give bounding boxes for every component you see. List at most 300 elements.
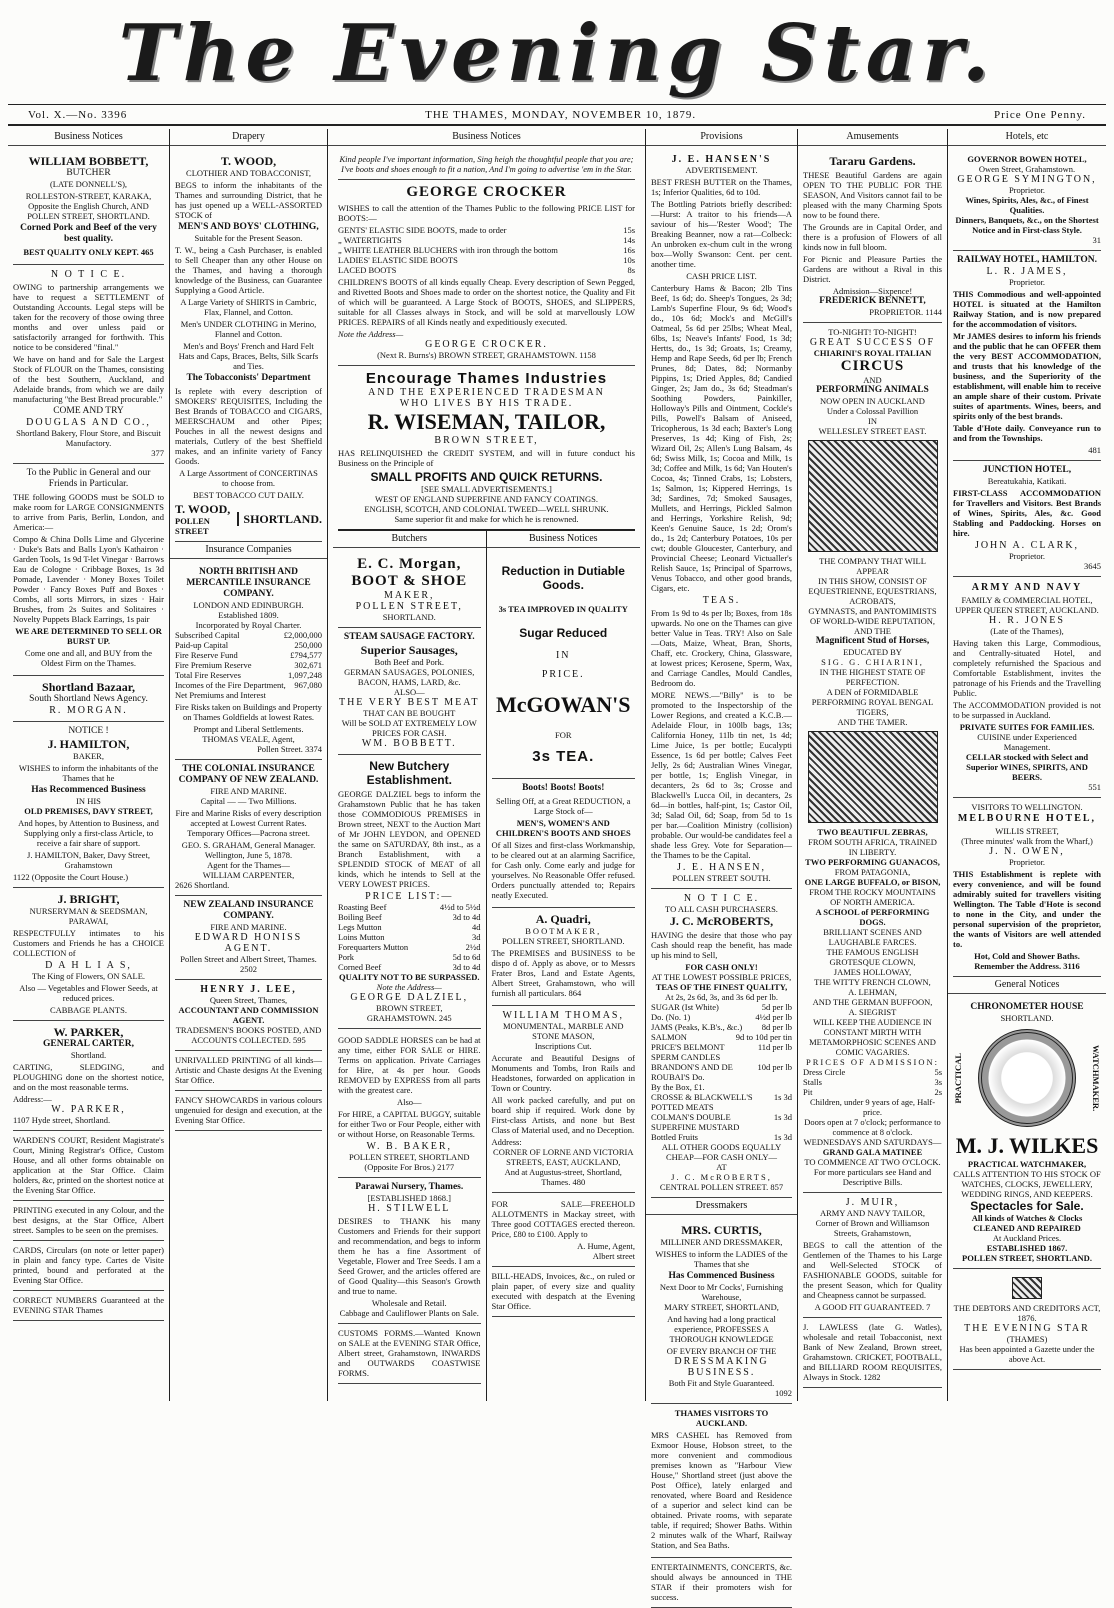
ad-text: BEST TOBACCO CUT DAILY. bbox=[193, 490, 304, 500]
ad-signature: A. Hume, Agent, bbox=[577, 1241, 635, 1251]
price-item: Pit bbox=[803, 1087, 813, 1097]
price-row bbox=[175, 680, 322, 700]
ad-signature: J. C. McROBERTS, bbox=[671, 1172, 772, 1182]
ad-line: CASH PRICE LIST. bbox=[686, 271, 757, 281]
price-item: Roasting Beef bbox=[338, 902, 387, 912]
price-list bbox=[338, 225, 635, 275]
price-row bbox=[651, 1012, 792, 1022]
ad-line: PRIVATE SUITES FOR FAMILIES. bbox=[959, 722, 1095, 732]
price-row bbox=[651, 1092, 792, 1112]
price-item: Total Fire Reserves bbox=[175, 670, 241, 680]
ad-printing: PRINTING executed in any Colour, and the best designs, at the Star Office, Albert street. Samples to be seen on the premises. bbox=[13, 1201, 164, 1241]
price-item: BRANDON'S AND DE ROUBAI'S Do. bbox=[651, 1062, 733, 1082]
ad-text: CHILDREN'S BOOTS of all kinds equally Cheap. Every description of Sewn Pegged, and Rivetted Boots and Shoes made to order on the shortest notice, the Quality and Fit of which will be guaranteed. A Large Stock of BOOTS, SHOES, and SLIPPERS, suitable for all Classes always in Stock, and will be sold at marvellously LOW PRICES. REPAIRS of all Kinds neatly and expeditiously executed. bbox=[338, 277, 635, 327]
price-item: „ WHITE LEATHER BLUCHERS with iron through the bottom bbox=[338, 245, 558, 255]
ad-name: THE EVENING STAR bbox=[964, 1323, 1090, 1334]
ad-signature: SIG. G. CHIARINI, bbox=[821, 657, 924, 667]
ad-line: A. LEHMAN, bbox=[848, 987, 897, 997]
ad-place: Shortland. bbox=[70, 1050, 107, 1060]
ad-line: ESTABLISHED 1867. bbox=[986, 1243, 1068, 1253]
price-value bbox=[788, 1082, 792, 1092]
ad-line: PRICE LIST:— bbox=[365, 891, 454, 902]
ad-line: Hot, Cold and Shower Baths. bbox=[974, 951, 1080, 961]
price-row bbox=[175, 670, 322, 680]
ad-name: E. C. Morgan, bbox=[357, 556, 462, 572]
ad-address: (Next R. Burns's) BROWN STREET, GRAHAMSTOWN. 1158 bbox=[377, 350, 596, 360]
ad-wilkes bbox=[953, 998, 1101, 1269]
ad-heading: NOTICE ! bbox=[68, 726, 109, 736]
price-item: Do. (No. 1) bbox=[651, 1012, 691, 1022]
price-item: LACED BOOTS bbox=[338, 265, 397, 275]
ad-wiseman bbox=[338, 366, 635, 531]
price-row bbox=[651, 1112, 792, 1132]
ad-line: FOR CASH ONLY! bbox=[685, 962, 758, 972]
ad-line: WILL KEEP THE AUDIENCE IN CONSTANT MIRTH WITH METAMORPHOSIC SCENES AND COMIC VAGARIES. bbox=[809, 1017, 936, 1057]
ad-list: Compo & China Dolls Lime and Glycerine · Duke's Bats and Balls Lyon's Kathairon · Garden Tools, 1s 9d T-let Vinegar · Barrows Eau de Cologne · Cribbage Boxes, 1s 3d Pomade, Lavender · Money Boxes Toilet Powder · Fancy Boxes Puff and Boxes · Combs, all sorts Mirrors, in sizes · Hair Brushes, from 2s Suites and Solitaires · Novelty Puppets Black Earrings, 1s pair bbox=[13, 534, 164, 624]
ad-line: 3s TEA. bbox=[532, 748, 595, 765]
ad-address: POLLEN STREET bbox=[175, 516, 210, 536]
ad-nz-insurance bbox=[175, 896, 322, 980]
ad-line: IN bbox=[868, 416, 877, 426]
column-2 bbox=[170, 129, 328, 1401]
price-value: 2s bbox=[934, 1087, 942, 1097]
ad-line: CUISINE under Experienced Management. bbox=[977, 732, 1077, 752]
price-value: 8s bbox=[627, 265, 635, 275]
ad-line: Proprietor. bbox=[1008, 857, 1046, 867]
ad-name: ARMY AND NAVY bbox=[971, 582, 1083, 593]
ad-address: POLLEN STREET, SHORTLAND bbox=[349, 1152, 470, 1162]
ad-name: J. BRIGHT, bbox=[57, 892, 120, 906]
ad-place: GRAHAMSTOWN. 245 bbox=[366, 1013, 452, 1023]
ad-debtors bbox=[953, 1269, 1101, 1370]
price-item: SALMON bbox=[651, 1032, 687, 1042]
price-row bbox=[338, 265, 635, 275]
ad-steam-sausage bbox=[338, 628, 481, 755]
ad-line: Established 1809. bbox=[218, 610, 279, 620]
ad-text: The PREMISES and BUSINESS to be dispo d of. Apply as above, or to Messrs Frater Bros, Land and Estate Agents, Albert Street, Grahamstown, who will furnish all particulars. 864 bbox=[491, 948, 635, 998]
ad-line: Will be SOLD AT EXTREMELY LOW bbox=[341, 718, 477, 728]
ad-heading: To the Public in General and our Friends in Particular. bbox=[26, 468, 151, 489]
ad-junction-hotel bbox=[953, 461, 1101, 577]
ad-list: Canterbury Hams & Bacon; 2lb Tins Beef, 1s 6d; do. Sheep's Tongues, 2s 3d; Lamb's Superfine Flour, 9s 6d; Wood's do., 10s 6d; Mock's and McGill's Oatmeal, 5s 6d per 25lbs; Wheat Meal, 6lbs, 1s; Neave's Infants' Food, 1s 3d; Hertts, do., 1s 3d; Groats, 1s; Creamy, Hemp and Rape Seeds, 6d per lb; French Prunes, 8d; Dates, 8d; Normanby Pippins, 1s; Dried Apples, 8d; Candied Ginger, 2s; Jam do., 3s 6d; Steadman's Soothing Powders, Painkiller, Holloway's Pills and Ointment, Cockle's Pills, Powell's Balsam of Aniseed, Tricopherous, 1s 3d each; Baxter's Long Preserves, 1s 4d; King of Fish, 2s; Wizard Oil, 2s; Allen's Lung Balsam, 4s 6d; Swiss Milk, 1s; Cocoa and Milk, 1s 3d; Coffee and Milk, 1s 6d; Van Houten's Cocoa, 4s; Tinned Crabs, 1s; Lobsters, 1s; Salmon, 1s; Kippered Herrings, 1s 3d; Sardines, 7d; Smoked Sausages, Mullets, and Herrings, Pickled Salmon and Herrings, Yorkshire Relish, 9d; Keen's Genuine Sauce, 1s 2d; Orom's do., 1s 2d; Canterbury Potatoes, 10s per cwt; double Gloucester, Canterbury, and Provincial Cheese; Leonard Victualler's Relish Sauce, 1s; Principal of Sparrows, Venus Tobacco, and other good brands, Cigars, etc. bbox=[651, 283, 792, 593]
price-item: Subscribed Capital bbox=[175, 630, 240, 640]
ad-signature: WM. BOBBETT. bbox=[361, 738, 457, 749]
ad-name: NEW ZEALAND INSURANCE COMPANY. bbox=[183, 900, 314, 921]
ad-line: Under a Colossal Pavillion bbox=[826, 406, 919, 416]
price-row bbox=[338, 922, 481, 932]
price-value: 8d per lb bbox=[761, 1022, 792, 1032]
ad-signature: EDWARD HONISS AGENT. bbox=[194, 932, 303, 954]
price-value: 10s bbox=[623, 255, 635, 265]
ad-text: Fire Risks taken on Buildings and Property on Thames Goldfields at lowest Rates. bbox=[175, 702, 322, 722]
ad-name: GEORGE CROCKER bbox=[406, 184, 567, 200]
ad-text: HAVING the desire that those who pay Cash should reap the benefit, has made up his mind to Sell, bbox=[651, 930, 792, 960]
price-value: 1s 3d bbox=[773, 1132, 792, 1142]
ad-note: (LATE DONNELL'S), bbox=[49, 179, 128, 189]
section-heading: Business Notices bbox=[487, 531, 641, 548]
price-value: 2½d bbox=[465, 942, 481, 952]
price-value: 16s bbox=[623, 245, 635, 255]
ad-signature: J. E. HANSEN, bbox=[676, 862, 767, 873]
ad-name: NORTH BRITISH AND MERCANTILE INSURANCE COMPANY. bbox=[186, 567, 311, 599]
ad-line: PRICES FOR CASH. bbox=[372, 728, 447, 738]
ad-text: FOR SALE—FREEHOLD ALLOTMENTS in Mackay street, with Three good COTTAGES erected thereon. Price, £80 to £100. Apply to bbox=[491, 1199, 635, 1239]
ad-text: The Grounds are in Capital Order, and there is a profusion of Flowers of all kinds now in full bloom. bbox=[803, 222, 942, 252]
ad-signature: THOMAS VEALE, Agent, bbox=[202, 734, 295, 744]
ad-line: Both Fit and Style Guaranteed. bbox=[668, 1378, 775, 1388]
ad-line: For more particulars see Hand and Descriptive Bills. bbox=[813, 1167, 932, 1187]
price-item: JAMS (Peaks, K.B's., &c.) bbox=[651, 1022, 743, 1032]
ad-quadri bbox=[492, 908, 636, 1006]
ad-public bbox=[13, 464, 164, 676]
ad-line: Dinners, Banquets, &c., on the Shortest Notice and in First-class Style. bbox=[955, 215, 1099, 235]
ad-address: ROLLESTON-STREET, KARAKA, Opposite the English Church, AND POLLEN STREET, SHORTLAND. bbox=[25, 191, 152, 221]
ad-name: T. WOOD, bbox=[175, 502, 231, 516]
price-value: 14s bbox=[623, 235, 635, 245]
ad-text: The ACCOMMODATION provided is not to be surpassed in Auckland. bbox=[953, 700, 1101, 720]
ad-name: WILLIAM CARPENTER, bbox=[202, 870, 295, 880]
price-item: Dress Circle bbox=[803, 1067, 846, 1077]
ad-text: And hopes, by Attention to Business, and Supplying only a first-class Article, to receive a fair share of support. bbox=[18, 818, 159, 848]
ad-signature: GEORGE DALZIEL, bbox=[350, 992, 469, 1003]
price-value: 15s bbox=[623, 225, 635, 235]
price-row bbox=[338, 952, 481, 962]
ad-name: HENRY J. LEE, bbox=[200, 984, 297, 995]
ad-signature: H. R. JONES bbox=[989, 615, 1065, 626]
ad-line: MEN'S, WOMEN'S AND CHILDREN'S BOOTS AND SHOES bbox=[495, 818, 631, 838]
ad-name: CHIARINI'S ROYAL ITALIAN bbox=[813, 348, 932, 358]
ad-line: ONE LARGE BUFFALO, or BISON, bbox=[804, 877, 941, 887]
ad-line: (Late of the Thames), bbox=[990, 626, 1064, 636]
ad-address: WILLIS STREET, bbox=[995, 826, 1059, 836]
ad-trade: MONUMENTAL, MARBLE AND STONE MASON, bbox=[503, 1021, 624, 1041]
ad-line: 3s TEA IMPROVED IN QUALITY bbox=[498, 604, 628, 614]
ad-subtitle: ADVERTISEMENT. bbox=[685, 165, 758, 175]
ad-line: [SEE SMALL ADVERTISEMENTS.] bbox=[421, 484, 552, 494]
price-row bbox=[338, 255, 635, 265]
ad-bazaar bbox=[13, 676, 164, 722]
ad-text: Corned Pork and Beef of the very best quality. bbox=[20, 223, 157, 244]
price-row bbox=[338, 912, 481, 922]
ad-place: PARAWAI, bbox=[68, 916, 109, 926]
ad-signature: R. MORGAN. bbox=[49, 705, 128, 716]
price-row bbox=[651, 1082, 792, 1092]
ad-line: TWO BEAUTIFUL ZEBRAS, bbox=[817, 827, 928, 837]
price-row bbox=[651, 1062, 792, 1082]
column-3-4 bbox=[328, 129, 646, 1401]
ad-place: LONDON AND EDINBURGH. bbox=[193, 600, 304, 610]
ad-line: FIRE AND MARINE. bbox=[210, 786, 287, 796]
ad-customs: CUSTOMS FORMS.—Wanted Known on SALE at the EVENING STAR Office, Albert street, Grahamstown, INWARDS and OUTWARDS COASTWISE FORMS. bbox=[338, 1324, 481, 1384]
ad-address: Pollen Street. 3374 bbox=[257, 744, 322, 754]
ad-lee bbox=[175, 980, 322, 1051]
ad-text: Having taken this Large, Commodious, and Centrally-situated Hotel, and completely refurnished the Spacious and Comfortable Establishment, invites the patronage of his Friends and the Travelling Public. bbox=[953, 638, 1101, 698]
price-row bbox=[338, 235, 635, 245]
ad-line: WATCHES, CLOCKS, JEWELLERY, WEDDING RINGS, AND KEEPERS. bbox=[961, 1179, 1093, 1199]
ad-text: MORE NEWS.—"Billy" is to be promoted to the Inspectorship of the Lower Regions, and created a K.C.B.—Adelaide Flour, in 100lb bags, 13s; California Honey, 11lb tin net, 1s 4d; Lime Juice, 1s per bottle; Eucalypti Essence, 1s 6d per bottle; Calves Feet Jelly, 2s 6d; Australian Wines Vinegar, per bottle, 1s; English Vinegar, in decanters, 2s 6d to 3s; Crosse and Blackwell's Lucca Oil, in decanters, 2s 6d—in bottles, half-pint, 1s; Castor Oil, 3d; Salad Oil, 6d; Soap, from 5d to 1s per bar.—Coalition Ministry (collision) probable. Our would-be candidates feel a shade less Grey. Vote for Separation—the Thames to be the Capital. bbox=[651, 690, 792, 860]
ad-number: 2626 Shortland. bbox=[175, 880, 230, 890]
ad-name: GOVERNOR BOWEN HOTEL, bbox=[967, 154, 1087, 164]
ad-heading: Boots! Boots! Boots! bbox=[522, 783, 605, 793]
ad-number: 1092 bbox=[775, 1388, 792, 1398]
ad-heading: CIRCUS bbox=[840, 358, 905, 374]
ad-mcroberts bbox=[651, 889, 792, 1198]
ad-line: WATCHMAKER. bbox=[1091, 1044, 1101, 1112]
ad-line: Suitable for the Present Season. bbox=[194, 233, 303, 243]
column-4 bbox=[487, 531, 641, 1401]
ad-baker bbox=[338, 1029, 481, 1178]
column-6 bbox=[798, 129, 948, 1401]
ad-line: NOW OPEN IN AUCKLAND bbox=[820, 396, 925, 406]
ad-line: MAKER, bbox=[383, 590, 435, 601]
ad-text: CARTING, SLEDGING, and PLOUGHING done on the shortest notice, and on the most reasonable terms. bbox=[13, 1062, 164, 1092]
columns-3-and-4 bbox=[333, 531, 640, 1401]
ad-place: (THAMES) bbox=[1006, 1334, 1048, 1344]
price-list bbox=[803, 1067, 942, 1097]
price-item: „ WATERTIGHTS bbox=[338, 235, 402, 245]
ad-line: Also— bbox=[396, 1097, 422, 1107]
ad-name: THE COLONIAL INSURANCE COMPANY OF NEW ZEALAND. bbox=[178, 764, 319, 785]
ad-line: ENGLISH, SCOTCH, AND COLONIAL TWEED—WELL SHRUNK. bbox=[364, 504, 609, 514]
ad-address: MARY STREET, SHORTLAND, bbox=[664, 1302, 779, 1312]
ad-line: WEDNESDAYS AND SATURDAYS— bbox=[803, 1137, 942, 1147]
ad-place: SHORTLAND. bbox=[1000, 1013, 1054, 1023]
price-row bbox=[175, 640, 322, 650]
ad-footer: BEST QUALITY ONLY KEPT. 465 bbox=[23, 247, 154, 257]
ad-bright bbox=[13, 888, 164, 1021]
ad-line: PRICE. bbox=[541, 669, 585, 680]
price-row bbox=[803, 1067, 942, 1077]
price-row bbox=[338, 942, 481, 952]
ad-text: Table d'Hote daily. Conveyance run to and from the Townships. bbox=[953, 423, 1101, 443]
price-item: Fire Reserve Fund bbox=[175, 650, 238, 660]
price-row bbox=[338, 962, 481, 972]
ad-trade: BUTCHER bbox=[66, 168, 111, 178]
ad-heading: VISITORS TO WELLINGTON. bbox=[971, 802, 1083, 812]
ad-name: MELBOURNE HOTEL, bbox=[957, 813, 1097, 824]
ad-line: TO COMMENCE AT TWO O'CLOCK. bbox=[804, 1157, 941, 1167]
masthead bbox=[8, 6, 1106, 98]
ad-trade: ARMY AND NAVY TAILOR, bbox=[819, 1208, 926, 1218]
ad-text: Is replete with every description of SMOKERS' REQUISITES, Including the Best Brands of TOBACCO and CIGARS, MEERSCHAUM and other Pipes; Pouches in all the newest designs and materials, Cutlery of the best Sheffield makes, and an infinite variety of Fancy Goods. bbox=[175, 386, 322, 466]
price-value: 11d per lb bbox=[757, 1042, 792, 1052]
ad-text: Selling Off, at a Great REDUCTION, a Large Stock of— bbox=[496, 796, 631, 816]
ad-text: THIS Commodious and well-appointed HOTEL is situated at the Hamilton Railway Station, and is now prepared for the accommodation of visitors. bbox=[953, 289, 1101, 329]
columns bbox=[8, 129, 1106, 1602]
ad-north-british bbox=[175, 563, 322, 760]
ad-line: Same superior fit and make for which he is renowned. bbox=[394, 514, 579, 524]
ad-wood bbox=[175, 150, 322, 542]
ad-line: IN THIS SHOW, CONSIST OF bbox=[818, 576, 927, 586]
ad-signature: GEORGE SYMINGTON, bbox=[957, 174, 1097, 185]
price-value: £2,000,000 bbox=[283, 630, 322, 640]
ad-trade: GENERAL CARTER, bbox=[43, 1039, 134, 1049]
ad-signature: GEORGE CROCKER. bbox=[425, 339, 548, 350]
price-item: GENTS' ELASTIC SIDE BOOTS, made to order bbox=[338, 225, 507, 235]
ad-line: DRESSMAKING BUSINESS. bbox=[674, 1356, 769, 1378]
ad-number: 481 bbox=[1088, 445, 1101, 455]
price-value: 1,097,248 bbox=[288, 670, 322, 680]
ad-signature: L. R. JAMES, bbox=[986, 266, 1068, 277]
ad-line: WEST OF ENGLAND SUPERFINE AND FANCY COATINGS. bbox=[375, 494, 598, 504]
price-row bbox=[338, 225, 635, 235]
price-row bbox=[651, 1002, 792, 1012]
ad-text: THE following GOODS must be SOLD to make room for LARGE CONSIGNMENTS to arrive from Paris, Berlin, London, and America:— bbox=[13, 492, 164, 532]
ad-line: ALSO— bbox=[393, 687, 425, 697]
section-heading: Dressmakers bbox=[646, 1198, 797, 1215]
ad-line: FROM SOUTH AFRICA, TRAINED IN LIBERTY. bbox=[808, 837, 937, 857]
price-row bbox=[338, 902, 481, 912]
ad-signature bbox=[175, 502, 322, 536]
ad-line: FOR bbox=[554, 730, 572, 740]
ad-parawai bbox=[338, 1178, 481, 1324]
ad-text: THIS Establishment is replete with every convenience, and will be found admirably suited for travellers visiting Wellington. The Table d'Hote is second to none in the City, and under the personal supervision of the proprietor, the wants of Visitors are well attended to. bbox=[953, 869, 1101, 949]
ad-address: Queen Street, Thames, bbox=[209, 995, 288, 1005]
royal-arms-emblem bbox=[1012, 1277, 1042, 1299]
ad-heading: CHRONOMETER HOUSE bbox=[970, 1002, 1084, 1012]
ad-correct: CORRECT NUMBERS Guaranteed at the EVENING STAR Thames bbox=[13, 1291, 164, 1321]
price-list bbox=[338, 902, 481, 972]
ad-line: BACON, HAMS, LARD, &c. bbox=[357, 677, 461, 687]
ad-line: Doors open at 7 o'clock; performance to commence at 8 o'clock. bbox=[804, 1117, 941, 1137]
ad-line: Remember the Address. 3116 bbox=[974, 961, 1080, 971]
ad-line: FIRE AND MARINE. bbox=[210, 922, 287, 932]
ad-heading: Parawai Nursery, Thames. bbox=[355, 1182, 464, 1192]
ad-name: Tararu Gardens. bbox=[829, 154, 916, 168]
ad-heading: Reduction in Dutiable Goods. bbox=[501, 564, 625, 592]
ad-text: WISHES to call the attention of the Thames Public to the following PRICE LIST for BOOTS:— bbox=[338, 203, 635, 223]
ad-name: WILLIAM BOBBETT, bbox=[28, 154, 149, 168]
ad-line: CABBAGE PLANTS. bbox=[50, 1005, 127, 1015]
ad-entertainments: ENTERTAINMENTS, CONCERTS, &c. should always be announced in THE STAR if their promoters wish for success. bbox=[651, 1558, 792, 1608]
ad-name: J. HAMILTON, bbox=[47, 737, 130, 751]
ad-trade: PRACTICAL WATCHMAKER, bbox=[967, 1159, 1087, 1169]
ad-text: Of all Sizes and first-class Workmanship, to be cleared out at an alarming Sacrifice, for Cash only. Come early and judge for yourselves. No Reasonable Offer refused. Orders punctually attended to; Repairs neatly Executed. bbox=[491, 840, 635, 900]
newspaper-title: The Evening Star. bbox=[118, 8, 996, 99]
ad-bobbett bbox=[13, 150, 164, 265]
price-item: SUGAR (Ist White) bbox=[651, 1002, 719, 1012]
ad-address: Corner of Brown and Williamson Streets, Grahamstown, bbox=[815, 1218, 930, 1238]
ad-text: And having had a long practical experience, PROFESSES A THOROUGH KNOWLEDGE bbox=[667, 1314, 776, 1344]
ad-text: RESPECTFULLY intimates to his Customers and Friends he has a CHOICE COLLECTION of bbox=[13, 928, 164, 958]
ad-text: Mr JAMES desires to inform his friends and the public that he can OFFER them the very BEST ACCOMMODATION, and trusts that his knowledge of the business, and the Superiority of the establishment, will enable him to receive an ample share of their custom. Private suites of apartments. Wines, beers, and spirits only of the best brands. bbox=[953, 331, 1101, 421]
ad-text: THESE Beautiful Gardens are again OPEN TO THE PUBLIC FOR THE SEASON, And Visitors cannot fail to be pleased with the many Charming Spots now to be found there. bbox=[803, 170, 942, 220]
ad-line: WE ARE DETERMINED TO SELL OR BURST UP. bbox=[15, 626, 162, 646]
place-date: THE THAMES, MONDAY, NOVEMBER 10, 1879. bbox=[425, 109, 697, 121]
ad-hamilton bbox=[13, 722, 164, 888]
ad-line: Admission—Sixpence! bbox=[832, 286, 913, 296]
price-value: 3d to 4d bbox=[452, 962, 481, 972]
ad-line: EDUCATED BY bbox=[843, 647, 902, 657]
ad-text: Men's and Boys' French and Hard Felt Hats and Caps, Braces, Belts, Silk Scarfs and Ties. bbox=[178, 341, 319, 371]
column-3 bbox=[333, 531, 487, 1401]
ad-line: TEAS. bbox=[702, 595, 741, 606]
price-value: 5d per lb bbox=[761, 1002, 792, 1012]
price-value: 302,671 bbox=[294, 660, 322, 670]
price-value: 10d per lb bbox=[757, 1062, 792, 1072]
ad-line: JAMES HOLLOWAY, bbox=[833, 967, 912, 977]
ad-line: Wholesale and Retail. bbox=[371, 1298, 447, 1308]
ad-line: AND THE EXPERIENCED TRADESMAN bbox=[368, 387, 605, 398]
ad-trade: BOOT & SHOE bbox=[351, 573, 468, 589]
ad-line: FROM THE ROCKY MOUNTAINS OF NORTH AMERICA. bbox=[809, 887, 936, 907]
ad-colonial bbox=[175, 760, 322, 896]
ad-line: QUALITY NOT TO BE SURPASSED. bbox=[338, 972, 480, 982]
ad-name: A. Quadri, bbox=[535, 912, 591, 926]
ad-line: THE COMPANY THAT WILL APPEAR bbox=[819, 556, 926, 576]
ad-line: AND THE TAMER. bbox=[837, 717, 908, 727]
ad-line: At 2s, 2s 6d, 3s, and 3s 6d per lb. bbox=[664, 992, 779, 1002]
ad-line: AT THE LOWEST POSSIBLE PRICES, bbox=[651, 972, 792, 982]
ad-line: Incorporated by Royal Charter. bbox=[195, 620, 302, 630]
section-heading: Drapery bbox=[170, 129, 327, 146]
ad-line: ALL OTHER GOODS EQUALLY CHEAP—FOR CASH ONLY— bbox=[661, 1142, 782, 1162]
ad-lawless: J. LAWLESS (late G. Watles), wholesale and retail Tobacconist, next Bank of New Zealand, Brown street, Grahamstown. CRICKET, FOOTBALL, and BILLIARD ROOM REQUISITES, Always in Stock. 1282 bbox=[803, 1318, 942, 1388]
price-value: 3d to 4d bbox=[452, 912, 481, 922]
ad-circus bbox=[803, 323, 942, 1193]
ad-curtis bbox=[651, 1219, 792, 1404]
ad-line: CALLS ATTENTION TO HIS STOCK OF bbox=[953, 1169, 1101, 1179]
ad-line: PRACTICAL bbox=[953, 1052, 963, 1104]
ad-line: AND THE bbox=[854, 626, 891, 636]
ad-line: Note the Address— bbox=[376, 982, 442, 992]
price-item: COLMAN'S DOUBLE SUPERFINE MUSTARD bbox=[651, 1112, 740, 1132]
ad-number: 551 bbox=[1088, 782, 1101, 792]
ad-line: D A H L I A S, bbox=[45, 960, 132, 971]
ad-line: THE FAMOUS ENGLISH GROTESQUE CLOWN, bbox=[826, 947, 919, 967]
ad-name: Shortland Bazaar, bbox=[42, 680, 135, 694]
section-heading: Insurance Companies bbox=[170, 542, 327, 559]
price-item: Legs Mutton bbox=[338, 922, 382, 932]
ad-muir bbox=[803, 1193, 942, 1318]
ad-text: GOOD SADDLE HORSES can be had at any time, either FOR SALE or HIRE. Terms on application. Private Carriages for Hire, at 4s per hour. Goods REMOVED by EXPRESS from all parts with the greatest care. bbox=[338, 1035, 481, 1095]
ad-line: Capital — — Two Millions. bbox=[200, 796, 297, 806]
ad-visitors-auckland bbox=[651, 1404, 792, 1558]
ad-douglas bbox=[13, 265, 164, 464]
price-row bbox=[651, 1032, 792, 1042]
ad-name: T. WOOD, bbox=[220, 154, 277, 168]
price-row bbox=[651, 1132, 792, 1142]
price-item: Boiling Beef bbox=[338, 912, 382, 922]
ad-line: PERFORMING ANIMALS bbox=[816, 385, 929, 395]
ad-line: IN HIS bbox=[76, 796, 101, 806]
ad-address: BROWN STREET, bbox=[434, 435, 539, 446]
ad-billheads: BILL-HEADS, Invoices, &c., on ruled or plain paper, of every size and quality executed with despatch at the Evening Star Office. bbox=[492, 1267, 636, 1317]
ad-line: EQUESTRIENNE, EQUESTRIANS, ACROBATS, bbox=[808, 586, 937, 606]
price-row bbox=[803, 1077, 942, 1087]
ad-line: Next Door to Mr Cocks', Furnishing Warehouse, bbox=[659, 1282, 784, 1302]
ad-army-navy-hotel bbox=[953, 577, 1101, 798]
ad-line: TWO PERFORMING GUANACOS, bbox=[805, 857, 940, 867]
ad-name: J. MUIR, bbox=[845, 1197, 900, 1208]
column-7 bbox=[948, 129, 1106, 1401]
ad-line: CELLAR stocked with Select and Superior WINES, SPIRITS, AND BEERS. bbox=[965, 752, 1089, 782]
ad-line: GERMAN SAUSAGES, POLONIES, bbox=[344, 667, 475, 677]
ad-address: CENTRAL POLLEN STREET. 857 bbox=[659, 1182, 784, 1192]
ad-boots bbox=[492, 779, 636, 908]
ad-line: Superior Sausages, bbox=[360, 643, 458, 657]
ad-morgan bbox=[338, 552, 481, 628]
ad-text: Fire and Marine Risks of every description accepted at Lowest Current Rates. Temporary Offices—Pacrona street. bbox=[175, 808, 322, 838]
ad-unrivalled: UNRIVALLED PRINTING of all kinds—Artistic and Chaste designs At the Evening Star Office. bbox=[175, 1051, 322, 1091]
ad-line: MEN'S AND BOYS' CLOTHING, bbox=[178, 222, 319, 232]
ad-name: J. C. McROBERTS, bbox=[669, 914, 774, 928]
ad-line: The Tobacconists' Department bbox=[186, 373, 311, 383]
price-value: 1s 3d bbox=[773, 1092, 792, 1102]
ad-text: From 1s 9d to 4s per lb; Boxes, from 18s upwards. No one on the Thames can give better Value in Teas. TRY! Also on Sale—Oats, Maize, Wheat, Bran, Shorts, Chaff, etc. Crockery, China, Glassware, at lowest prices; Kerosene, Sperm, Wax, and Carriage Candles, Mould Candles, Bedroom do. bbox=[651, 608, 792, 688]
ad-address: Albert street bbox=[592, 1251, 635, 1261]
circus-horse-illustration bbox=[808, 440, 938, 552]
